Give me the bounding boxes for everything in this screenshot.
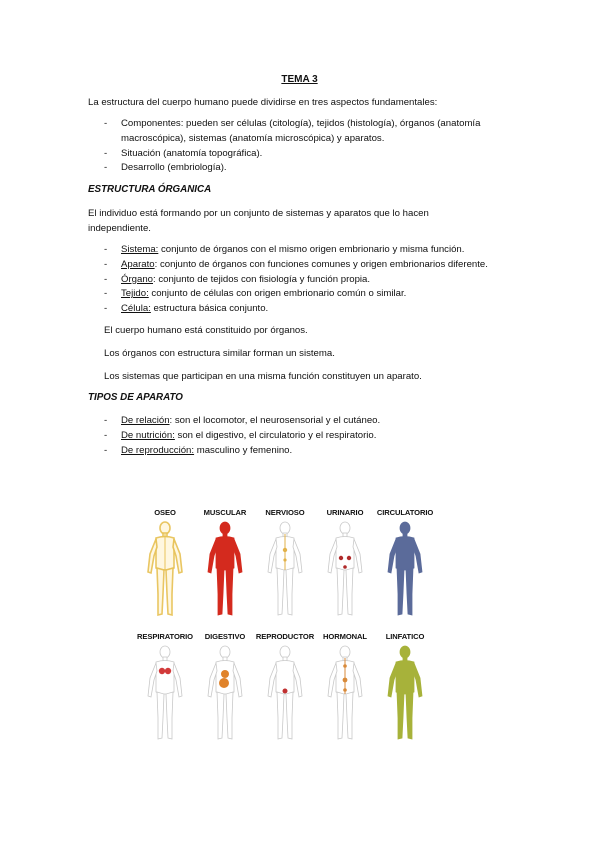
system-label: OSEO (154, 508, 176, 517)
human-body-icon (383, 644, 427, 744)
body-system-reproductor (252, 632, 318, 744)
definition-item: - Tejido: conjunto de células con origen embrionario común o similar. (104, 287, 524, 302)
type-item: - De relación: son el locomotor, el neurosensorial y el cutáneo. (104, 414, 524, 429)
body-system-nervioso (252, 508, 318, 620)
body-system-respiratorio (132, 632, 198, 744)
body-system-urinario (312, 508, 378, 620)
system-label: LINFATICO (385, 632, 425, 641)
body-system-oseo (132, 508, 198, 620)
human-body-icon (323, 520, 367, 620)
body-system-hormonal (312, 632, 378, 744)
intro-paragraph: La estructura del cuerpo humano puede dividirse en tres aspectos fundamentales: (88, 97, 438, 108)
paragraph: El cuerpo humano está constituido por órganos. (104, 325, 308, 336)
system-label: CIRCULATORIO (376, 508, 434, 517)
term: Aparato (121, 258, 155, 270)
human-body-icon (203, 644, 247, 744)
system-label: URINARIO (326, 508, 364, 517)
body-system-muscular (192, 508, 258, 620)
human-body-icon (263, 520, 307, 620)
term: De reproducción: (121, 444, 195, 456)
type-item: - De reproducción: masculino y femenino. (104, 444, 524, 459)
body-systems-figure (138, 508, 438, 748)
type-item: - De nutrición: son el digestivo, el circulatorio y el respiratorio. (104, 429, 524, 444)
list-item: - Desarrollo (embriología). (104, 161, 524, 176)
page-title: TEMA 3 (281, 74, 318, 85)
section-heading-estructura: ESTRUCTURA ÓRGANICA (88, 184, 212, 195)
aparato-types-list (104, 414, 524, 458)
term: De nutrición: (121, 429, 175, 441)
human-body-icon (143, 644, 187, 744)
body-system-digestivo (192, 632, 258, 744)
paragraph: Los sistemas que participan en una misma función constituyen un aparato. (104, 371, 422, 382)
system-label: MUSCULAR (203, 508, 247, 517)
section1-intro: El individuo está formando por un conjunto de sistemas y aparatos que lo hacen independiente. (88, 208, 429, 234)
definition-item: - Célula: estructura básica conjunto. (104, 302, 524, 317)
system-label: RESPIRATORIO (137, 632, 193, 641)
term: Órgano (121, 273, 153, 285)
human-body-icon (143, 520, 187, 620)
system-label: REPRODUCTOR (255, 632, 315, 641)
term: Célula: (121, 303, 151, 315)
human-body-icon (383, 520, 427, 620)
definition-item: - Sistema: conjunto de órganos con el mismo origen embrionario y misma función. (104, 243, 524, 258)
body-system-circulatorio (372, 508, 438, 620)
term: De relación (121, 415, 170, 426)
definition-item: - Órgano: conjunto de tejidos con fisiología y función propia. (104, 273, 524, 288)
human-body-icon (323, 644, 367, 744)
human-body-icon (203, 520, 247, 620)
human-body-icon (263, 644, 307, 744)
definition-item: - Aparato: conjunto de órganos con funciones comunes y origen embrionarios diferente. (104, 258, 524, 273)
definitions-list (104, 243, 524, 317)
list-item: - Situación (anatomía topográfica). (104, 147, 524, 162)
section-heading-tipos: TIPOS DE APARATO (88, 392, 183, 403)
term: Tejido: (121, 288, 149, 300)
term: Sistema: (121, 244, 159, 255)
list-item: - Componentes: pueden ser células (citología), tejidos (histología), órganos (anatomía macroscópica), sistemas (anatomía microscópica) y aparatos. (104, 117, 524, 147)
system-label: NERVIOSO (265, 508, 305, 517)
paragraph: Los órganos con estructura similar forman un sistema. (104, 348, 335, 359)
aspects-list (104, 117, 524, 176)
system-label: DIGESTIVO (204, 632, 246, 641)
system-label: HORMONAL (323, 632, 367, 641)
body-system-linfatico (372, 632, 438, 744)
